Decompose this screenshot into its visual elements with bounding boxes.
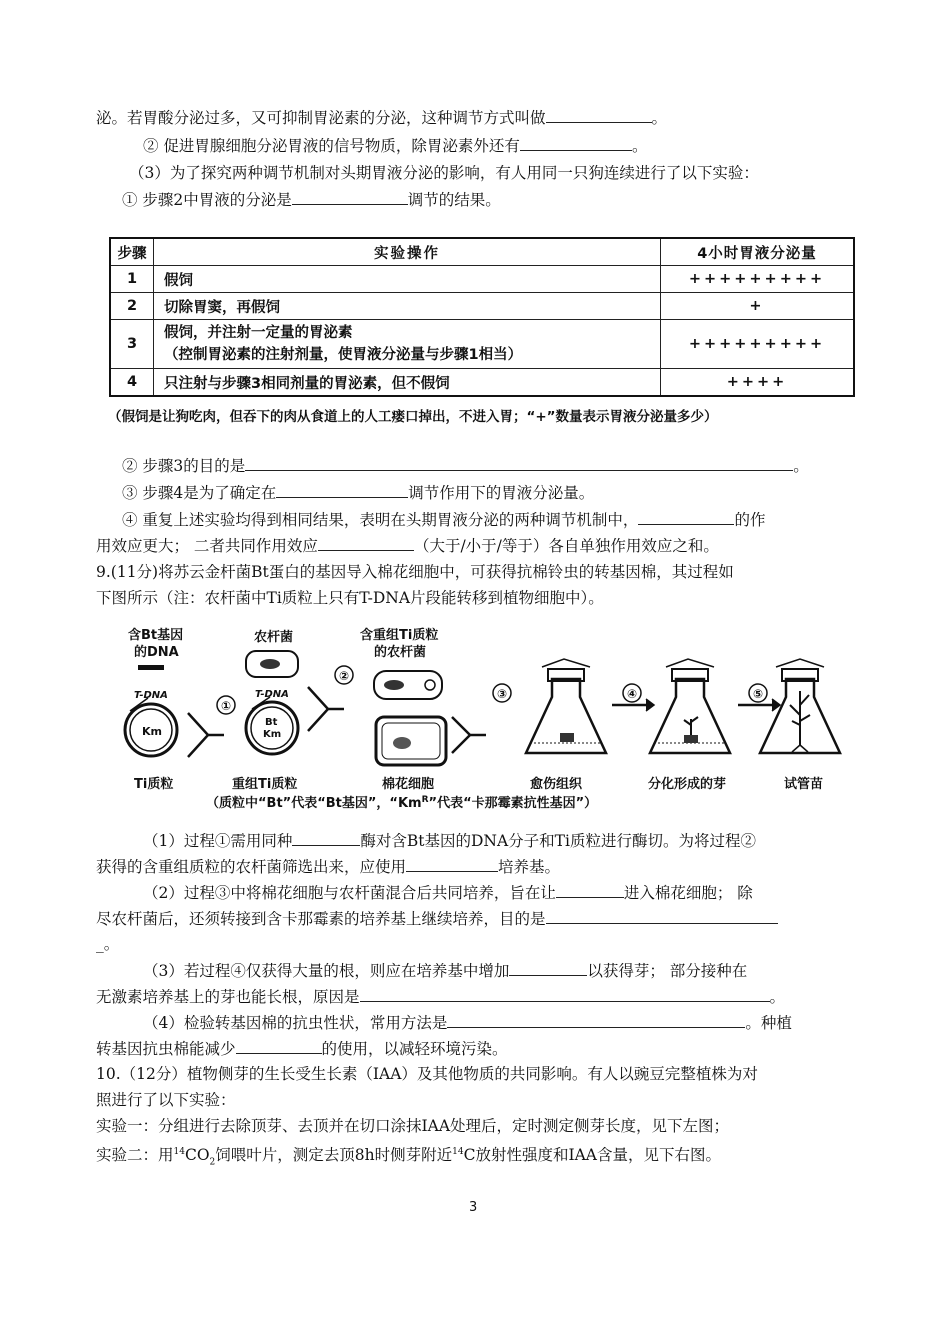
blank[interactable] bbox=[638, 509, 734, 525]
question-heading: 10.（12分）植物侧芽的生长受生长素（IAA）及其他物质的共同影响。有人以豌豆完整植株为对 bbox=[96, 1065, 758, 1083]
blank[interactable] bbox=[276, 482, 408, 498]
text-line: ② 步骤3的目的是 。 bbox=[122, 457, 809, 475]
table-row bbox=[110, 293, 854, 320]
svg-text:Km: Km bbox=[142, 725, 162, 738]
caption-bud: 分化形成的芽 bbox=[648, 777, 727, 792]
table-cell: 1 bbox=[110, 266, 154, 293]
blank[interactable] bbox=[292, 189, 408, 205]
question-heading: 9.(11分)将苏云金杆菌Bt蛋白的基因导入棉花细胞中，可获得抗棉铃虫的转基因棉，其过程如 bbox=[96, 563, 734, 581]
caption-recombinant: 重组Ti质粒 bbox=[232, 777, 298, 792]
blank[interactable] bbox=[292, 830, 360, 846]
caption-ti: Ti质粒 bbox=[134, 777, 174, 792]
page-number: 3 bbox=[469, 1200, 478, 1215]
flask-callus-icon bbox=[526, 659, 606, 753]
svg-text:Bt: Bt bbox=[265, 717, 278, 728]
blank[interactable] bbox=[546, 107, 652, 123]
blank[interactable] bbox=[447, 1012, 745, 1028]
text-line: ① 步骤2中胃液的分泌是 调节的结果。 bbox=[122, 191, 501, 209]
svg-text:④: ④ bbox=[627, 687, 638, 701]
text-line: 下图所示（注：农杆菌中Ti质粒上只有T-DNA片段能转移到植物细胞中）。 bbox=[96, 589, 604, 607]
table-cell: 3 bbox=[110, 320, 154, 369]
text-line: （3）为了探究两种调节机制对头期胃液分泌的影响，有人用同一只狗连续进行了以下实验： bbox=[129, 164, 759, 182]
table-row bbox=[110, 369, 854, 397]
text-line: （2）过程③中将棉花细胞与农杆菌混合后共同培养，旨在让 进入棉花细胞； 除 bbox=[143, 884, 753, 902]
text-line: ③ 步骤4是为了确定在 调节作用下的胃液分泌量。 bbox=[122, 484, 595, 502]
text-line: 照进行了以下实验： bbox=[96, 1091, 236, 1109]
experiment-table bbox=[109, 237, 855, 397]
table-cell: ++++ bbox=[661, 369, 855, 397]
blank[interactable] bbox=[509, 960, 587, 976]
svg-text:①: ① bbox=[221, 699, 232, 713]
blank[interactable] bbox=[245, 455, 793, 471]
blank[interactable] bbox=[406, 856, 498, 872]
table-header: 实验操作 bbox=[154, 238, 661, 266]
table-row bbox=[110, 320, 854, 369]
text-line: 获得的含重组质粒的农杆菌筛选出来，应使用 培养基。 bbox=[96, 858, 561, 876]
table-cell: +++++++++ bbox=[661, 320, 855, 369]
svg-text:T-DNA: T-DNA bbox=[255, 689, 289, 700]
blank[interactable] bbox=[318, 535, 414, 551]
text-line: 尽农杆菌后，还须转接到含卡那霉素的培养基上继续培养，目的是 bbox=[96, 908, 778, 929]
text-line: 实验一：分组进行去除顶芽、去顶并在切口涂抹IAA处理后，定时测定侧芽长度，见下左图； bbox=[96, 1117, 730, 1135]
text-line: ② 促进胃腺细胞分泌胃液的信号物质，除胃泌素外还有 。 bbox=[143, 137, 648, 155]
table-cell: + bbox=[661, 293, 855, 320]
table-cell: 4 bbox=[110, 369, 154, 397]
cotton-cell-icon bbox=[376, 717, 446, 765]
blank[interactable] bbox=[360, 986, 770, 1002]
blank[interactable] bbox=[546, 908, 778, 924]
table-cell: 假饲 bbox=[154, 266, 661, 293]
label-recomb-agro: 含重组Ti质粒 bbox=[360, 628, 439, 643]
caption-seedling: 试管苗 bbox=[784, 777, 824, 792]
svg-text:T-DNA: T-DNA bbox=[134, 690, 168, 701]
text-line: 用效应更大； 二者共同作用效应 （大于/小于/等于）各自单独作用效应之和。 bbox=[96, 537, 719, 555]
table-header: 步骤 bbox=[110, 238, 154, 266]
table-note: （假饲是让狗吃肉，但吞下的肉从食道上的人工瘘口掉出，不进入胃；“+”数量表示胃液分泌量多少） bbox=[108, 409, 718, 425]
svg-text:的农杆菌: 的农杆菌 bbox=[374, 645, 427, 660]
svg-text:⑤: ⑤ bbox=[753, 687, 764, 701]
blank[interactable] bbox=[556, 882, 624, 898]
label-dna: 含Bt基因 bbox=[128, 628, 184, 643]
svg-text:③: ③ bbox=[497, 687, 508, 701]
transgenic-process-figure bbox=[112, 625, 842, 815]
table-cell: 只注射与步骤3相同剂量的胃泌素，但不假饲 bbox=[154, 369, 661, 397]
flask-bud-icon bbox=[650, 659, 730, 753]
blank[interactable] bbox=[520, 135, 632, 151]
table-row bbox=[110, 266, 854, 293]
text-line: （4）检验转基因棉的抗虫性状，常用方法是 。种植 bbox=[143, 1014, 792, 1032]
caption-cotton: 棉花细胞 bbox=[382, 777, 435, 792]
recombinant-plasmid-icon bbox=[246, 702, 298, 754]
table-cell: +++++++++ bbox=[661, 266, 855, 293]
dna-bar bbox=[138, 665, 164, 670]
text-line: （1）过程①需用同种 酶对含Bt基因的DNA分子和Ti质粒进行酶切。为将过程② bbox=[143, 832, 756, 850]
text-line: 转基因抗虫棉能减少 的使用，以减轻环境污染。 bbox=[96, 1040, 508, 1058]
text-line: _。 bbox=[96, 935, 120, 953]
text-line: 无激素培养基上的芽也能长根，原因是 。 bbox=[96, 988, 786, 1006]
table-cell: 假饲，并注射一定量的胃泌素 （控制胃泌素的注射剂量，使胃液分泌量与步骤1相当） bbox=[154, 320, 661, 369]
table-cell: 2 bbox=[110, 293, 154, 320]
blank[interactable] bbox=[236, 1038, 322, 1054]
text-line: 泌。若胃酸分泌过多，又可抑制胃泌素的分泌，这种调节方式叫做 。 bbox=[96, 109, 668, 127]
label-dna2: 的DNA bbox=[134, 645, 179, 660]
svg-text:②: ② bbox=[339, 669, 350, 683]
figure-legend: （质粒中“Bt”代表“Bt基因”，“$Km^R$”代表“卡那霉素抗性基因”） bbox=[206, 795, 598, 811]
caption-callus: 愈伤组织 bbox=[530, 777, 583, 792]
table-header: 4小时胃液分泌量 bbox=[661, 238, 855, 266]
text-line: 实验二：用$^{14}CO_2$饲喂叶片，测定去顶8h时侧芽附近$^{14}$C放射性强度和IAA含量，见下右图。 bbox=[96, 1146, 721, 1168]
label-agrobacterium: 农杆菌 bbox=[254, 630, 294, 645]
svg-text:Km: Km bbox=[263, 729, 282, 740]
text-line: ④ 重复上述实验均得到相同结果，表明在头期胃液分泌的两种调节机制中， 的作 bbox=[122, 511, 766, 529]
text-line: （3）若过程④仅获得大量的根，则应在培养基中增加 以获得芽； 部分接种在 bbox=[143, 962, 748, 980]
table-cell: 切除胃窦，再假饲 bbox=[154, 293, 661, 320]
